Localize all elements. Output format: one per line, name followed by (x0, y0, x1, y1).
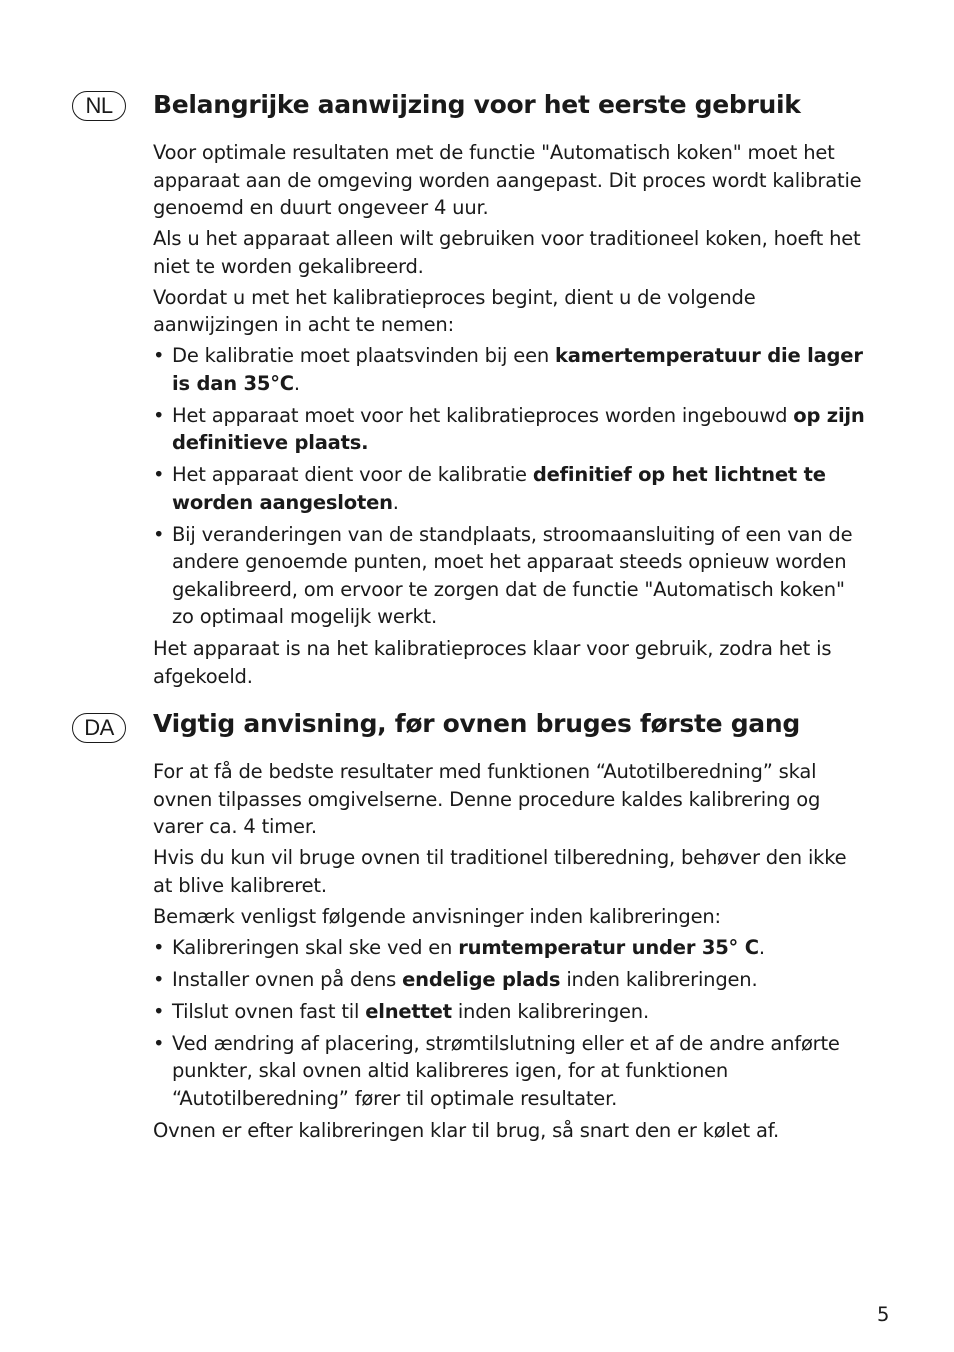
list-item-text: Installer ovnen på dens (172, 967, 403, 991)
page-number: 5 (877, 1303, 890, 1326)
list-item-emphasis: kamertemperatuur die lager is dan 35°C (172, 344, 863, 395)
list-item-text-end: . (758, 935, 765, 959)
list-item-text-end: inden kalibreringen. (451, 999, 649, 1023)
list-item (153, 934, 865, 962)
bullet-icon: • (153, 999, 165, 1023)
body-nl (153, 139, 865, 694)
list-item-emphasis: op zijn definitieve plaats. (172, 403, 865, 454)
body-da (153, 758, 865, 1148)
paragraph-nl-1: Voor optimale resultaten met de functie "Automatisch koken" moet het apparaat aan de omgeving worden aangepast. Dit proces wordt kalibratie genoemd en duurt ongeveer 4 uur. (153, 141, 862, 219)
bullet-icon: • (153, 967, 165, 991)
list-item-text: Kalibreringen skal ske ved en (172, 935, 459, 959)
list-item-text: Bij veranderingen van de standplaats, stroomaansluiting of een van de andere genoemde punten, moet het apparaat steeds opnieuw worden gekalibreerd, om ervoor te zorgen dat de functie "Automatisch koken" zo optimaal mogelijk werkt. (172, 522, 853, 628)
list-item (153, 402, 865, 457)
heading-nl: Belangrijke aanwijzing voor het eerste gebruik (153, 90, 801, 119)
list-item (153, 1030, 865, 1113)
list-item-text-end: inden kalibreringen. (560, 967, 758, 991)
paragraph-da-1: For at få de bedste resultater med funktionen “Autotilberedning” skal ovnen tilpasses omgivelserne. Denne procedure kaldes kalibrering og varer ca. 4 timer. (153, 760, 821, 838)
list-item-emphasis: elnettet (365, 999, 452, 1023)
bullet-icon: • (153, 344, 165, 367)
bullet-icon: • (153, 463, 165, 486)
list-item (153, 521, 865, 631)
bullet-icon: • (153, 1031, 165, 1055)
list-item-text: Het apparaat dient voor de kalibratie (172, 463, 533, 486)
bullet-list-da (153, 934, 865, 1113)
paragraph-nl-2: Als u het apparaat alleen wilt gebruiken voor traditioneel koken, hoeft het niet te worden gekalibreerd. (153, 227, 861, 278)
heading-da: Vigtig anvisning, før ovnen bruges første gang (153, 709, 800, 738)
list-item (153, 461, 865, 516)
list-item-emphasis: endelige plads (402, 967, 561, 991)
list-item (153, 342, 865, 397)
list-item-text: De kalibratie moet plaatsvinden bij een (172, 344, 556, 367)
list-item-emphasis: definitief op het lichtnet te worden aangesloten (172, 463, 826, 514)
bullet-icon: • (153, 403, 165, 427)
list-item-emphasis: rumtemperatur under 35° C (458, 935, 759, 959)
list-item-text-end: . (392, 490, 399, 514)
paragraph-da-closing: Ovnen er efter kalibreringen klar til brug, så snart den er kølet af. (153, 1118, 779, 1142)
list-item-text: Tilslut ovnen fast til (172, 999, 366, 1023)
paragraph-nl-closing: Het apparaat is na het kalibratieproces klaar voor gebruik, zodra het is afgekoeld. (153, 637, 832, 688)
list-item-text: Het apparaat moet voor het kalibratieproces worden ingebouwd (172, 403, 794, 427)
paragraph-nl-3: Voordat u met het kalibratieproces begint, dient u de volgende aanwijzingen in acht te nemen: (153, 285, 756, 336)
language-badge-da: DA (72, 713, 126, 743)
paragraph-da-3: Bemærk venligst følgende anvisninger inden kalibreringen: (153, 904, 721, 928)
list-item-text-end: . (293, 371, 300, 395)
language-badge-nl: NL (72, 91, 126, 121)
bullet-list-nl (153, 342, 865, 631)
bullet-icon: • (153, 935, 165, 959)
bullet-icon: • (153, 522, 165, 546)
paragraph-da-2: Hvis du kun vil bruge ovnen til traditionel tilberedning, behøver den ikke at blive kalibreret. (153, 846, 847, 897)
list-item (153, 998, 865, 1026)
list-item (153, 966, 865, 994)
list-item-text: Ved ændring af placering, strømtilslutning eller et af de andre anførte punkter, skal ovnen altid kalibreres igen, for at funktionen “Autotilberedning” fører til optimale resultater. (172, 1031, 840, 1110)
